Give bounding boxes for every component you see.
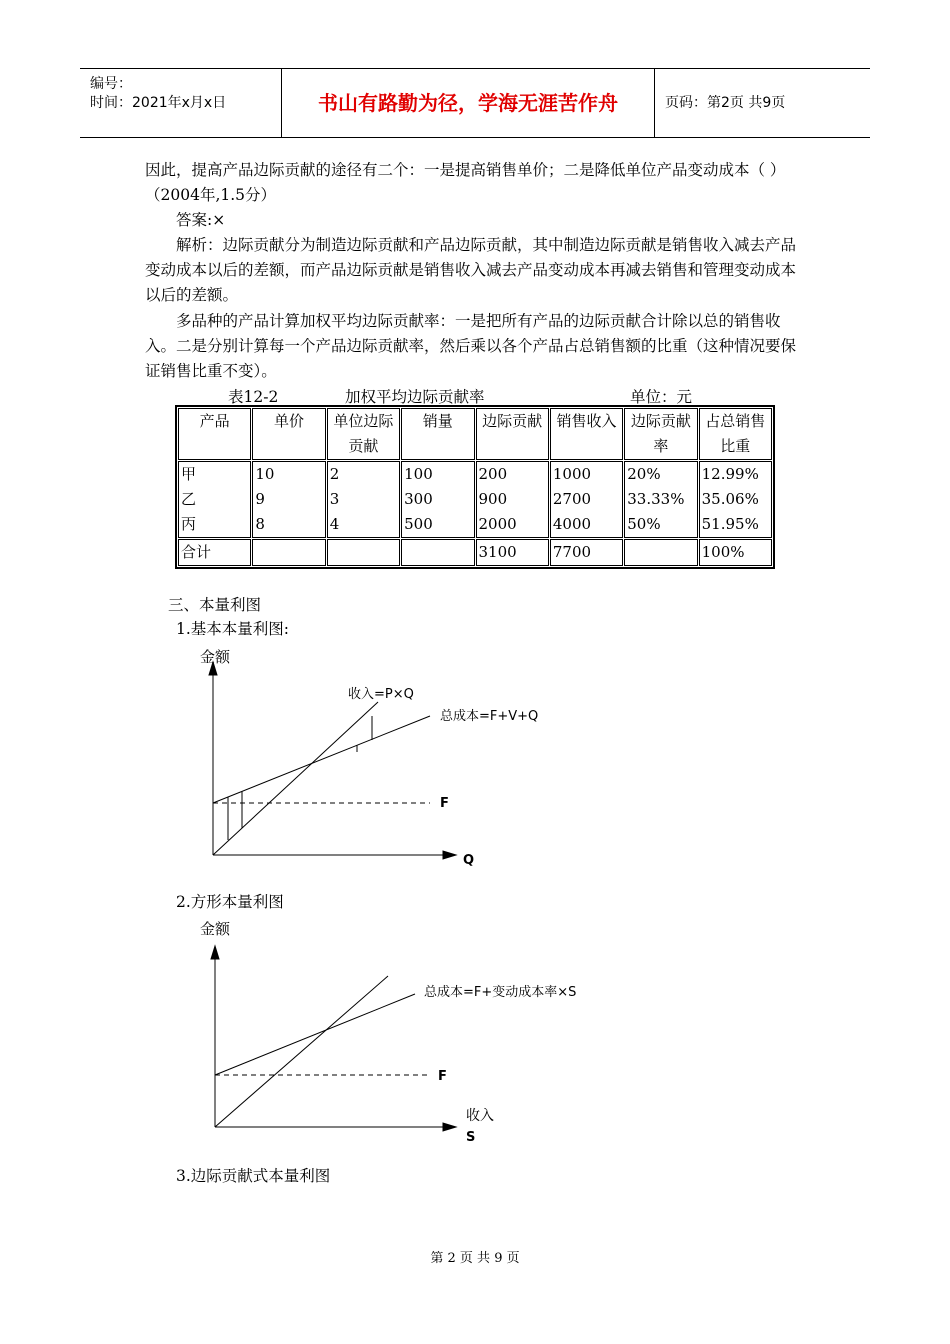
square-cvp-chart xyxy=(0,912,950,1152)
table-cell: 2000 xyxy=(478,515,517,533)
answer-text: 答案:× xyxy=(176,211,226,229)
revenue-label: 收入=P×Q xyxy=(348,687,414,702)
table-cell: 900 xyxy=(478,490,508,508)
table-caption-unit: 单位：元 xyxy=(630,388,693,406)
table-header-cell: 产品 xyxy=(178,408,251,460)
number-label: 编号： xyxy=(90,76,132,92)
table-cell: 1000 xyxy=(552,465,592,483)
table-cell: 12.99% xyxy=(701,465,759,483)
page-header xyxy=(80,68,870,138)
table-cell: 3 xyxy=(329,490,340,508)
section-title: 三、本量利图 xyxy=(168,596,262,614)
table-cell: 100 xyxy=(404,465,433,483)
revenue-line xyxy=(213,702,378,855)
table-header-cell: 占总销售比重 xyxy=(699,408,772,460)
table-cell: 500 xyxy=(404,515,433,533)
table-cell xyxy=(401,539,474,566)
x-axis-label: S xyxy=(466,1130,476,1145)
table-cell: 4 xyxy=(329,515,340,533)
figure-2-title: 2.方形本量利图 xyxy=(176,893,284,911)
analysis-text: 解析：边际贡献分为制造边际贡献和产品边际贡献，其中制造边际贡献是销售收入减去产品变动成本以后的差额，而产品边际贡献是销售收入减去产品变动成本再减去销售和管理变动成本以后的差额。 xyxy=(145,236,797,304)
y-axis-label: 金额 xyxy=(200,920,231,938)
x-axis-label: Q xyxy=(463,853,475,868)
table-header-cell: 边际贡献 xyxy=(476,408,549,460)
page-footer: 第 2 页 共 9 页 xyxy=(430,1251,520,1266)
header-motto: 书山有路勤为径，学海无涯苦作舟 xyxy=(282,69,655,137)
x-axis-arrow-icon xyxy=(443,1123,456,1131)
paragraph-1: 因此，提高产品边际贡献的途径有二个：一是提高销售单价；二是降低单位产品变动成本（ ）（2004年,1.5分） xyxy=(145,161,786,204)
table-caption-title: 加权平均边际贡献率 xyxy=(345,388,485,406)
weighted-margin-table xyxy=(175,405,775,569)
total-cost-label: 总成本=F+V+Q xyxy=(440,709,539,724)
y-axis-label: 金额 xyxy=(200,648,231,666)
header-left-cell xyxy=(80,69,282,137)
total-cost-line xyxy=(213,716,430,803)
table-header-cell: 销售收入 xyxy=(550,408,623,460)
fixed-cost-label: F xyxy=(438,1069,447,1084)
table-cell: 35.06% xyxy=(701,490,759,508)
table-cell: 10 xyxy=(255,465,275,483)
table-cell: 33.33% xyxy=(627,490,685,508)
table-header-cell: 销量 xyxy=(401,408,474,460)
table-header-cell: 单位边际贡献 xyxy=(327,408,400,460)
table-header-cell: 边际贡献率 xyxy=(624,408,697,460)
figure-1-title: 1.基本本量利图: xyxy=(176,620,290,638)
x-axis-top-label: 收入 xyxy=(466,1108,494,1124)
header-page-label: 页码：第2页 共9页 xyxy=(665,95,786,111)
table-cell: 50% xyxy=(627,515,661,533)
table-cell: 2700 xyxy=(552,490,592,508)
table-cell: 4000 xyxy=(552,515,592,533)
paragraph-2: 多品种的产品计算加权平均边际贡献率：一是把所有产品的边际贡献合计除以总的销售收入。二是分别计算每一个产品边际贡献率，然后乘以各个产品占总销售额的比重（这种情况要保证销售比重不变）。 xyxy=(145,312,797,380)
table-cell: 合计 xyxy=(178,539,251,566)
table-cell: 100% xyxy=(699,539,772,566)
figure-3-title: 3.边际贡献式本量利图 xyxy=(176,1167,331,1185)
table-caption-number: 表12-2 xyxy=(228,388,279,406)
x-axis-arrow-icon xyxy=(443,851,456,859)
table-header-row xyxy=(178,408,772,460)
table-cell: 51.95% xyxy=(701,515,759,533)
total-cost-line xyxy=(215,994,415,1075)
table-cell xyxy=(327,539,400,566)
table-cell: 200 xyxy=(478,465,508,483)
table-cell: 20% xyxy=(627,465,661,483)
table-cell xyxy=(624,539,697,566)
table-cell: 乙 xyxy=(181,490,197,508)
total-cost-label: 总成本=F+变动成本率×S xyxy=(424,985,577,1000)
table-cell: 8 xyxy=(255,515,265,533)
table-cell: 7700 xyxy=(550,539,623,566)
revenue-line xyxy=(215,976,388,1127)
y-axis-arrow-icon xyxy=(211,946,219,959)
table-header-cell: 单价 xyxy=(252,408,325,460)
table-cell xyxy=(252,539,325,566)
basic-cvp-chart xyxy=(0,640,950,870)
table-cell: 300 xyxy=(404,490,433,508)
time-label: 时间：2021年x月x日 xyxy=(90,95,227,111)
table-total-row xyxy=(178,539,772,566)
table-cell: 2 xyxy=(329,465,340,483)
table-body-row xyxy=(178,461,772,538)
table-cell: 丙 xyxy=(181,515,197,533)
table-cell: 3100 xyxy=(476,539,549,566)
table-cell: 9 xyxy=(255,490,265,508)
table-cell: 甲 xyxy=(181,465,197,483)
fixed-cost-label: F xyxy=(440,796,449,811)
